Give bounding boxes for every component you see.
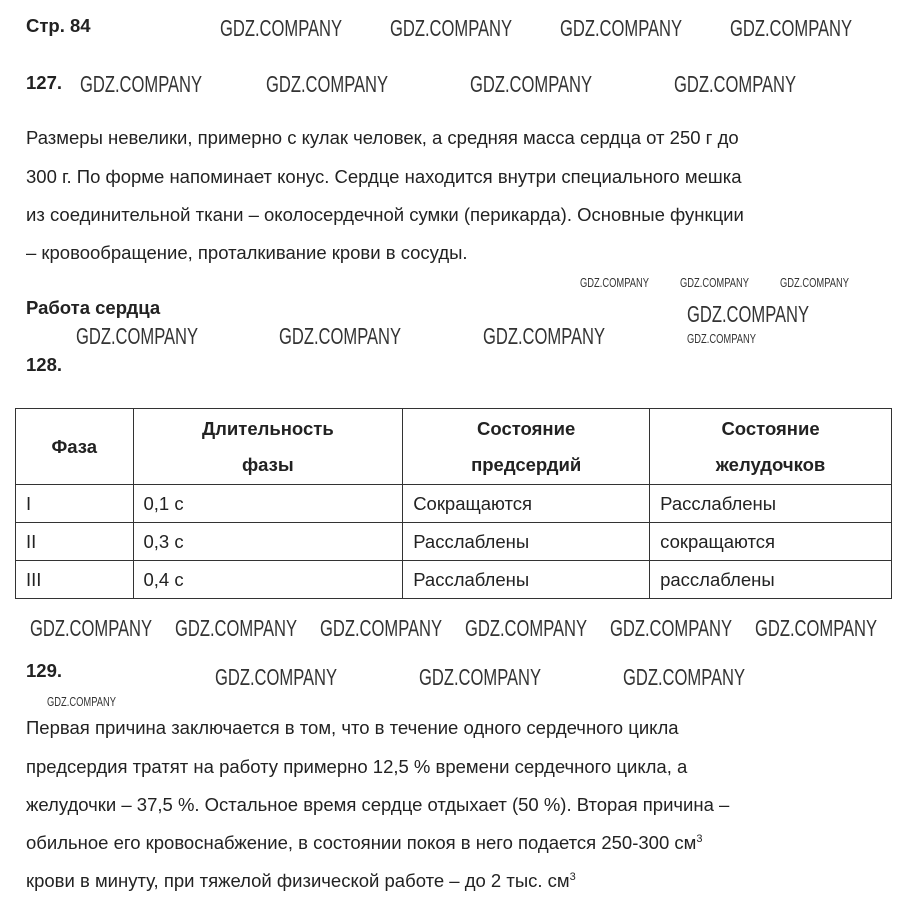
watermark: GDZ.COMPANY [215, 664, 338, 690]
watermark: GDZ.COMPANY [623, 664, 746, 690]
watermark: GDZ.COMPANY [47, 694, 116, 709]
table-row [16, 523, 892, 561]
watermark: GDZ.COMPANY [175, 615, 298, 641]
paragraph-line: Размеры невелики, примерно с кулак человек, а средняя масса сердца от 250 г до [26, 127, 739, 148]
watermark: GDZ.COMPANY [470, 71, 593, 97]
cell: 0,3 с [133, 523, 403, 561]
cell: II [16, 523, 134, 561]
watermark: GDZ.COMPANY [30, 615, 153, 641]
watermark: GDZ.COMPANY [465, 615, 588, 641]
page-label: Стр. 84 [26, 15, 91, 36]
paragraph-line: желудочки – 37,5 %. Остальное время сердце отдыхает (50 %). Вторая причина – [26, 794, 730, 815]
paragraph-line: обильное его кровоснабжение, в состоянии покоя в него подается 250-300 $см^3$ [26, 832, 703, 853]
watermark: GDZ.COMPANY [680, 275, 749, 290]
paragraph-line: Первая причина заключается в том, что в течение одного сердечного цикла [26, 717, 679, 738]
table-row [16, 485, 892, 523]
watermark: GDZ.COMPANY [780, 275, 849, 290]
header-duration: Длительность фазы [133, 409, 403, 485]
watermark: GDZ.COMPANY [266, 71, 389, 97]
task-127-number: 127. [26, 72, 63, 93]
paragraph-line: из соединительной ткани – околосердечной сумки (перикарда). Основные функции [26, 204, 744, 225]
cell: 0,1 с [133, 485, 403, 523]
watermark: GDZ.COMPANY [674, 71, 797, 97]
cell: Расслаблены [403, 561, 650, 599]
watermark: GDZ.COMPANY [755, 615, 878, 641]
watermark: GDZ.COMPANY [390, 15, 513, 41]
cell: Расслаблены [403, 523, 650, 561]
paragraph-line: 300 г. По форме напоминает конус. Сердце находится внутри специального мешка [26, 166, 742, 187]
watermark: GDZ.COMPANY [560, 15, 683, 41]
cell: III [16, 561, 134, 599]
table-row [16, 561, 892, 599]
watermark: GDZ.COMPANY [80, 71, 203, 97]
header-atria: Состояние предсердий [403, 409, 650, 485]
watermark: GDZ.COMPANY [320, 615, 443, 641]
watermark: GDZ.COMPANY [610, 615, 733, 641]
section-title: Работа сердца [26, 297, 161, 318]
watermark: GDZ.COMPANY [580, 275, 649, 290]
paragraph-line: предсердия тратят на работу примерно 12,5 % времени сердечного цикла, а [26, 756, 688, 777]
cell: Сокращаются [403, 485, 650, 523]
watermark: GDZ.COMPANY [730, 15, 853, 41]
watermark: GDZ.COMPANY [483, 323, 606, 349]
cell: сокращаются [650, 523, 892, 561]
header-ventricles: Состояние желудочков [650, 409, 892, 485]
watermark: GDZ.COMPANY [76, 323, 199, 349]
task-129-number: 129. [26, 660, 63, 681]
watermark: GDZ.COMPANY [279, 323, 402, 349]
watermark: GDZ.COMPANY [220, 15, 343, 41]
table-header-row [16, 409, 892, 485]
watermark: GDZ.COMPANY [419, 664, 542, 690]
cell: расслаблены [650, 561, 892, 599]
cell: Расслаблены [650, 485, 892, 523]
cell: I [16, 485, 134, 523]
task-128-number: 128. [26, 354, 63, 375]
paragraph-line: – кровообращение, проталкивание крови в сосуды. [26, 242, 468, 263]
paragraph-line: крови в минуту, при тяжелой физической работе – до 2 тыс. $см^3$ [26, 870, 576, 891]
heart-phases-table [15, 408, 892, 599]
watermark: GDZ.COMPANY [687, 301, 810, 327]
header-phase: Фаза [16, 409, 134, 485]
cell: 0,4 с [133, 561, 403, 599]
watermark: GDZ.COMPANY [687, 331, 756, 346]
